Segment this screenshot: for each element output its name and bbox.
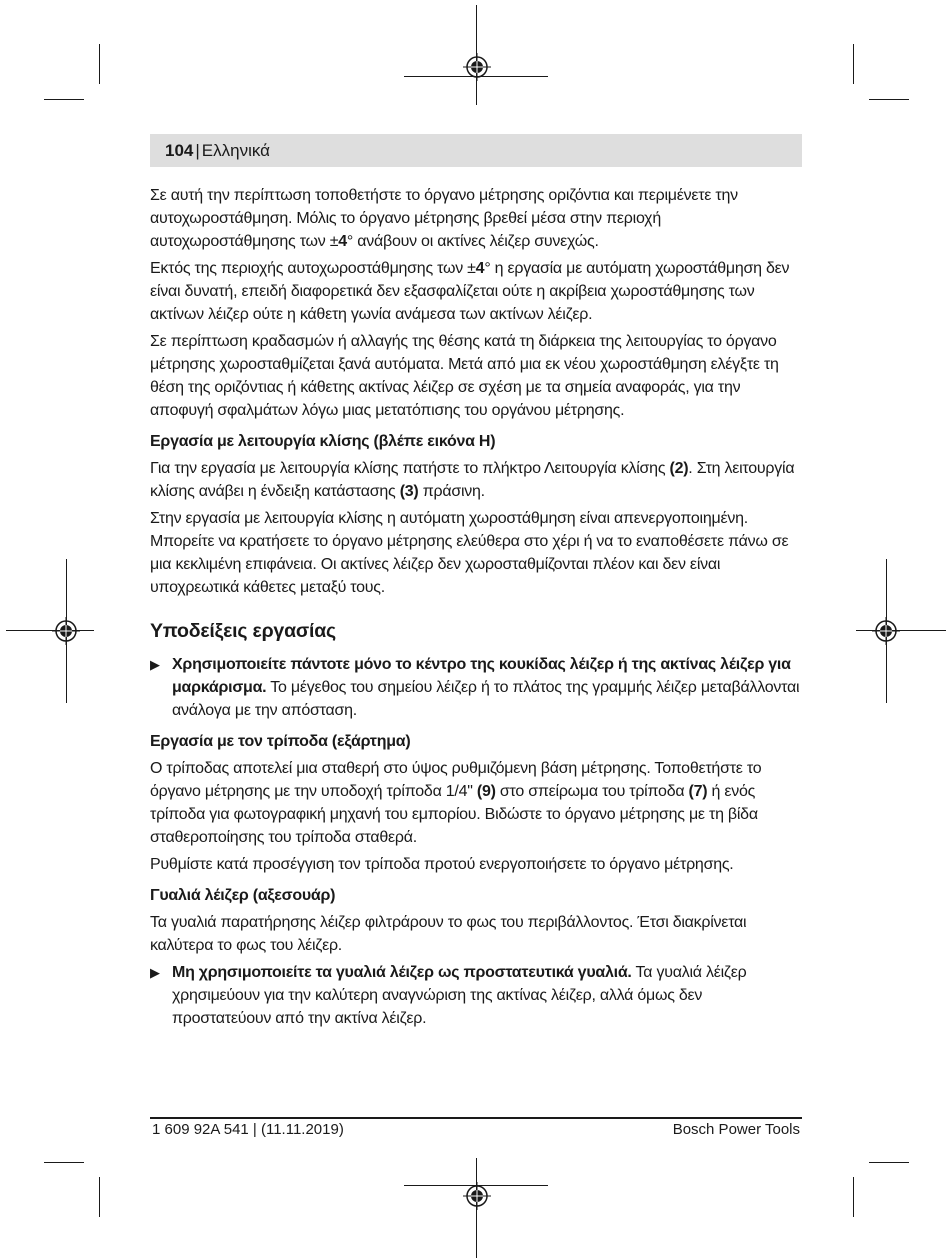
paragraph-glasses-info: Τα γυαλιά παρατήρησης λέιζερ φιλτράρουν το φως του περιβάλλοντος. Έτσι διακρίνεται καλύτερα το φως του λέιζερ. xyxy=(150,914,747,954)
bullet-text: Τα γυαλιά λέιζερ χρησιμεύουν για την καλύτερη αναγνώριση της ακτίνας λέιζερ, αλλά όμως δεν προστατεύουν από την ακτίνα λέιζερ. xyxy=(172,964,747,1027)
paragraph-outside-range xyxy=(150,257,800,326)
bullet-laser-centre xyxy=(150,653,800,722)
paragraph-tilt-button xyxy=(150,457,800,503)
text-span: Σε αυτή την περίπτωση τοποθετήστε το όργανο μέτρησης οριζόντια και περιμένετε την αυτοχωροστάθμηση. Μόλις το όργανο μέτρησης βρεθεί μέσα στην περιοχή αυτοχωροστάθμησης των ± xyxy=(150,187,738,250)
paragraph-self-levelling-range xyxy=(150,184,800,253)
page-header xyxy=(165,141,270,161)
text-span: ° η εργασία με αυτόματη χωροστάθμηση δεν είναι δυνατή, επειδή διαφορετικά δεν εξασφαλίζεται ούτε η ακρίβεια χωροστάθμησης των ακτίνων λέιζερ ούτε η κάθετη γωνία ανάμεσα των ακτίνων λέιζερ. xyxy=(150,260,790,323)
text-span: . Στη λειτουργία κλίσης ανάβει η ένδειξη κατάστασης xyxy=(150,460,795,500)
page-number: 104 xyxy=(165,141,194,160)
footer-rule xyxy=(150,1117,802,1119)
registration-target-icon xyxy=(52,617,80,645)
heading-working-tips: Υποδείξεις εργασίας xyxy=(150,620,336,642)
footer-doc-id: 1 609 92A 541 | (11.11.2019) xyxy=(152,1121,344,1138)
bold-value: 4 xyxy=(475,260,485,277)
paragraph-tripod-adjust: Ρυθμίστε κατά προσέγγιση τον τρίποδα προτού ενεργοποιήσετε το όργανο μέτρησης. xyxy=(150,856,734,873)
registration-target-icon xyxy=(463,1182,491,1210)
main-content xyxy=(150,184,800,1034)
text-span: πράσινη. xyxy=(418,483,485,500)
crop-mark-bottom-left-v xyxy=(99,1177,100,1217)
registration-target-icon xyxy=(872,617,900,645)
paragraph-tilt-info: Στην εργασία με λειτουργία κλίσης η αυτόματη χωροστάθμηση είναι απενεργοποιημένη. Μπορείτε να κρατήσετε το όργανο μέτρησης ελεύθερα στο χέρι ή να το εναποθέσετε πάνω σε μια κεκλιμένη επιφάνεια. Οι ακτίνες λέιζερ δεν χωροσταθμίζονται πλέον και δεν είναι υποχρεωτικά κάθετες μεταξύ τους. xyxy=(150,510,789,596)
bullet-arrow-icon: ▶ xyxy=(150,965,160,980)
reg-line-left-h xyxy=(6,630,94,631)
ref-number: (7) xyxy=(688,783,708,800)
crop-mark-top-right-h xyxy=(869,99,909,100)
crop-mark-bottom-right-h xyxy=(869,1162,909,1163)
bullet-glasses-warning xyxy=(150,961,800,1030)
heading-tilt-mode: Εργασία με λειτουργία κλίσης (βλέπε εικόνα H) xyxy=(150,433,496,450)
text-span: Για την εργασία με λειτουργία κλίσης πατήστε το πλήκτρο Λειτουργία κλίσης xyxy=(150,460,670,477)
text-span: στο σπείρωμα του τρίποδα xyxy=(495,783,689,800)
bullet-bold-text: Μη χρησιμοποιείτε τα γυαλιά λέιζερ ως προστατευτικά γυαλιά. xyxy=(172,964,632,981)
ref-number: (3) xyxy=(399,483,419,500)
heading-tripod: Εργασία με τον τρίποδα (εξάρτημα) xyxy=(150,733,411,750)
footer-brand: Bosch Power Tools xyxy=(672,1121,800,1138)
text-span: Ο τρίποδας αποτελεί μια σταθερή στο ύψος ρυθμιζόμενη βάση μέτρησης. Τοποθετήστε το όργανο μέτρησης με την υποδοχή τρίποδα 1/4" xyxy=(150,760,762,800)
crop-mark-top-left-v xyxy=(99,44,100,84)
header-separator: | xyxy=(195,141,200,160)
paragraph-vibration: Σε περίπτωση κραδασμών ή αλλαγής της θέσης κατά τη διάρκεια της λειτουργίας το όργανο μέτρησης χωροσταθμίζεται ξανά αυτόματα. Μετά από μια εκ νέου χωροστάθμηση ελέγξτε τη θέση της οριζόντιας ή κάθετης ακτίνας λέιζερ σε σχέση με τα σημεία αναφοράς, για την αποφυγή σφαλμάτων λόγω μιας μετατόπισης του οργάνου μέτρησης. xyxy=(150,333,779,419)
ref-number: (2) xyxy=(669,460,689,477)
header-language: Ελληνικά xyxy=(201,141,270,160)
text-span: ή ενός τρίποδα για φωτογραφική μηχανή του εμπορίου. Βιδώστε το όργανο μέτρησης με τη βίδα σταθεροποίησης του τρίποδα σταθερά. xyxy=(150,783,758,846)
crop-mark-bottom-right-v xyxy=(853,1177,854,1217)
crop-mark-bottom-left-h xyxy=(44,1162,84,1163)
registration-target-icon xyxy=(463,53,491,81)
heading-laser-glasses: Γυαλιά λέιζερ (αξεσουάρ) xyxy=(150,887,336,904)
reg-line-right-h xyxy=(856,630,946,631)
text-span: Εκτός της περιοχής αυτοχωροστάθμησης των ± xyxy=(150,260,476,277)
crop-mark-top-left-h xyxy=(44,99,84,100)
bullet-text: Το μέγεθος του σημείου λέιζερ ή το πλάτος της γραμμής λέιζερ μεταβάλλονται ανάλογα με την απόσταση. xyxy=(172,679,800,719)
text-span: ° ανάβουν οι ακτίνες λέιζερ συνεχώς. xyxy=(346,233,599,250)
ref-number: (9) xyxy=(476,783,496,800)
bullet-bold-text: Χρησιμοποιείτε πάντοτε μόνο το κέντρο της κουκίδας λέιζερ ή της ακτίνας λέιζερ για μαρκάρισμα. xyxy=(172,656,791,696)
paragraph-tripod-mount xyxy=(150,757,800,849)
bullet-arrow-icon: ▶ xyxy=(150,657,160,672)
bold-value: 4 xyxy=(338,233,347,250)
crop-mark-top-right-v xyxy=(853,44,854,84)
